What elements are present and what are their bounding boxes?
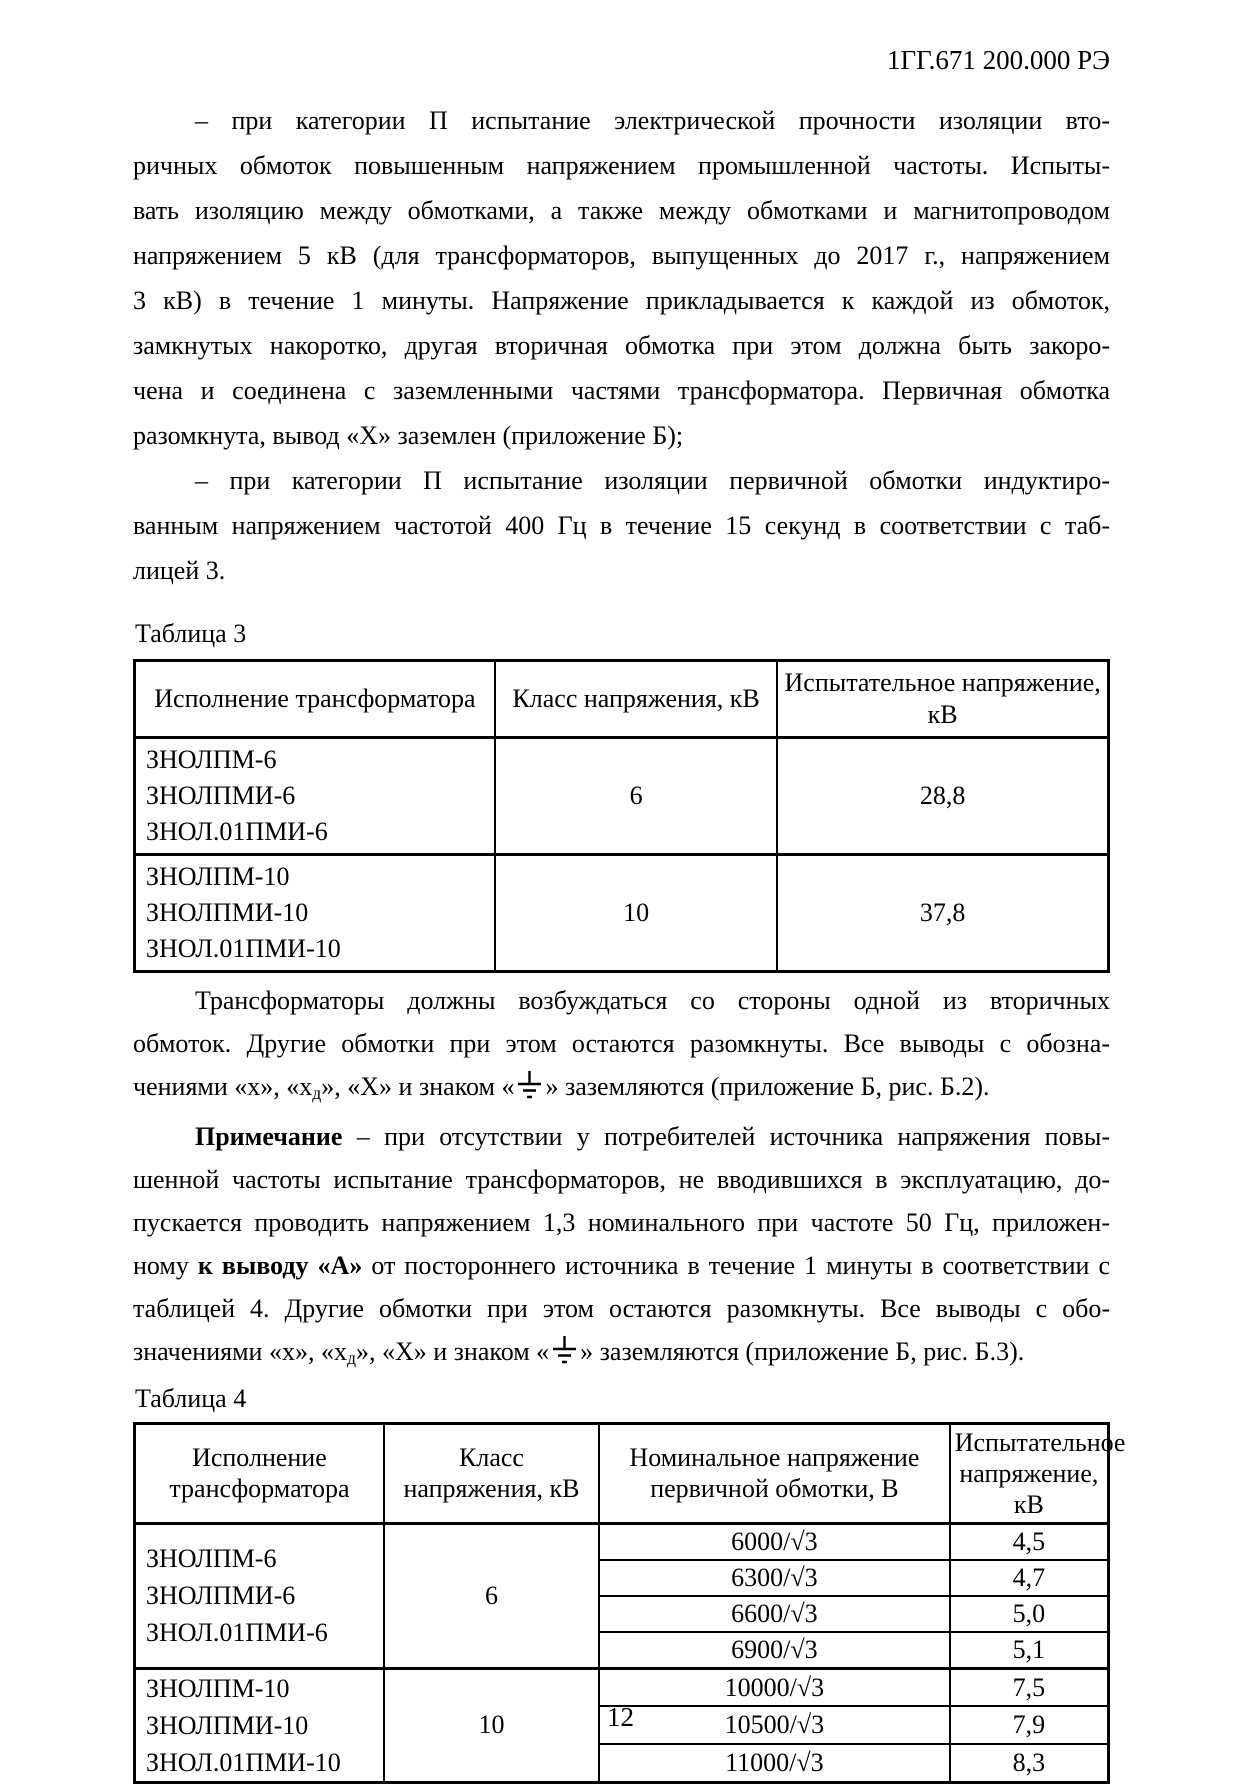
subscript-text: д [312, 1082, 322, 1103]
text-line [133, 143, 1110, 188]
text-run: замкнутых накоротко, другая вторичная обмотка при этом должна быть закоро- [133, 331, 1110, 360]
earth-ground-icon [516, 1069, 543, 1100]
test-voltage-cell: 5,1 [950, 1632, 1109, 1669]
test-voltage-cell: 7,5 [950, 1668, 1109, 1706]
nominal-primary-voltage-cell: 6900/√3 [599, 1632, 950, 1669]
voltage-class-cell: 10 [495, 855, 777, 972]
nominal-primary-voltage-cell: 6600/√3 [599, 1596, 950, 1632]
text-run: чена и соединена с заземленными частями трансформатора. Первичная обмотка [133, 376, 1110, 405]
text-line [133, 188, 1110, 233]
voltage-class-cell: 10 [384, 1668, 599, 1782]
nominal-primary-voltage-cell: 11000/√3 [599, 1744, 950, 1782]
text-run: », «Х» и знаком « [321, 1072, 515, 1101]
test-voltage-cell: 37,8 [777, 855, 1108, 972]
transformer-model: ЗНОЛПМ-6 [146, 745, 277, 774]
text-line [133, 278, 1110, 323]
text-run: от постороннего источника в течение 1 минуты в соответствии с [362, 1250, 1110, 1280]
text-line [133, 233, 1110, 278]
text-run: – при категории П испытание изоляции первичной обмотки индуктиро- [195, 466, 1110, 495]
nominal-primary-voltage-cell: 10500/√3 [599, 1706, 950, 1744]
body-text-block [133, 98, 1126, 1784]
text-run: шенной частоты испытание трансформаторов, не вводившихся в эксплуатацию, до- [133, 1164, 1110, 1194]
earth-ground-symbol [514, 1072, 545, 1101]
test-voltage-cell: 8,3 [950, 1744, 1109, 1782]
transformer-model: ЗНОЛ.01ПМИ-6 [146, 1618, 328, 1648]
table3-body [135, 661, 1109, 972]
text-line [133, 458, 1110, 503]
nominal-primary-voltage-cell: 10000/√3 [599, 1668, 950, 1706]
text-run: ному [133, 1250, 198, 1280]
text-run: таблицей 4. Другие обмотки при этом остаются разомкнуты. Все выводы с обо- [133, 1293, 1110, 1323]
table-row [135, 855, 1109, 972]
test-voltage-cell: 5,0 [950, 1596, 1109, 1632]
voltage-class-cell: 6 [384, 1523, 599, 1668]
transformer-model: ЗНОЛ.01ПМИ-6 [146, 817, 328, 846]
transformer-model: ЗНОЛ.01ПМИ-10 [146, 1747, 341, 1777]
transformer-model: ЗНОЛ.01ПМИ-10 [146, 934, 341, 963]
text-run: значениями «х», «х [133, 1336, 347, 1366]
text-line [133, 323, 1110, 368]
text-run: » заземляются (приложение Б, рис. Б.2). [545, 1072, 990, 1101]
text-run: ричных обмоток повышенным напряжением промышленной частоты. Испыты- [133, 151, 1110, 180]
subscript-text: д [346, 1347, 356, 1368]
voltage-class-cell: 6 [495, 738, 777, 855]
text-run: 3 кВ) в течение 1 минуты. Напряжение прикладывается к каждой из обмоток, [133, 286, 1110, 315]
text-run: напряжением 5 кВ (для трансформаторов, выпущенных до 2017 г., напряжением [133, 241, 1110, 270]
column-header: Класс напряжения, кВ [495, 661, 777, 738]
text-run: ванным напряжением частотой 400 Гц в течение 15 секунд в соответствии с таб- [133, 511, 1110, 540]
column-header: Класс напряжения, кВ [384, 1423, 599, 1523]
bold-text-run: Примечание [195, 1121, 343, 1151]
paragraph-primary-winding-induced-test [133, 458, 1110, 593]
column-header: Исполнение трансформатора [135, 1423, 384, 1523]
text-line [133, 368, 1110, 413]
table4-header-row [135, 1423, 1109, 1523]
transformer-models-cell [135, 738, 495, 855]
test-voltage-cell: 4,7 [950, 1560, 1109, 1596]
transformer-models-cell [135, 1523, 384, 1668]
table-row [135, 738, 1109, 855]
table3-caption: Таблица 3 [135, 619, 247, 648]
transformer-model: ЗНОЛПМИ-6 [146, 781, 296, 810]
text-line [133, 1115, 1110, 1158]
text-run: », «Х» и знаком « [355, 1336, 550, 1366]
earth-ground-icon [551, 1334, 578, 1365]
text-line [133, 548, 1110, 593]
text-line [133, 1065, 1110, 1115]
column-header: Исполнение трансформатора [135, 661, 495, 738]
text-line [133, 1287, 1110, 1330]
text-run: вать изоляцию между обмотками, а также между обмотками и магнитопроводом [133, 196, 1110, 225]
table3-test-voltage-induced [133, 659, 1110, 973]
column-header: Испытательное напряжение, кВ [950, 1423, 1109, 1523]
test-voltage-cell: 7,9 [950, 1706, 1109, 1744]
transformer-models-cell [135, 855, 495, 972]
text-run: чениями «х», «х [133, 1072, 313, 1101]
document-code-header: 1ГГ.671 200.000 РЭ [886, 45, 1110, 75]
text-line [133, 98, 1110, 143]
text-run: лицей 3. [133, 556, 226, 585]
column-header: Испытательное напряжение, кВ [777, 661, 1108, 738]
test-voltage-cell: 4,5 [950, 1523, 1109, 1560]
page-number: 12 [607, 1702, 634, 1732]
text-line [133, 1022, 1110, 1065]
paragraph-excitation-requirements [133, 979, 1110, 1115]
text-line [133, 413, 1110, 458]
transformer-model: ЗНОЛПМ-10 [146, 862, 290, 891]
page-content [133, 0, 1126, 1784]
text-run: обмоток. Другие обмотки при этом остаются разомкнуты. Все выводы с обозна- [133, 1029, 1110, 1058]
paragraph-note [133, 1115, 1110, 1380]
text-run: » заземляются (приложение Б, рис. Б.3). [580, 1336, 1025, 1366]
text-run: – при категории П испытание электрической прочности изоляции вто- [195, 106, 1110, 135]
column-header: Номинальное напряжение первичной обмотки, В [599, 1423, 950, 1523]
table-row [135, 1523, 1109, 1560]
transformer-model: ЗНОЛПМ-10 [146, 1673, 290, 1703]
text-line [133, 1201, 1110, 1244]
text-line [133, 1244, 1110, 1287]
text-line [133, 1330, 1110, 1380]
text-line [133, 979, 1110, 1022]
nominal-primary-voltage-cell: 6300/√3 [599, 1560, 950, 1596]
earth-ground-symbol [549, 1337, 580, 1366]
text-line [133, 503, 1110, 548]
text-run: – при отсутствии у потребителей источника напряжения повы- [342, 1121, 1110, 1151]
bold-text-run: к выводу «А» [197, 1250, 363, 1280]
text-line [133, 1158, 1110, 1201]
text-run: разомкнута, вывод «Х» заземлен (приложение Б); [133, 421, 684, 450]
text-run: Трансформаторы должны возбуждаться со стороны одной из вторичных [195, 986, 1110, 1015]
text-run: пускается проводить напряжением 1,3 номинального при частоте 50 Гц, приложен- [133, 1207, 1110, 1237]
transformer-model: ЗНОЛПМИ-6 [146, 1581, 296, 1611]
nominal-primary-voltage-cell: 6000/√3 [599, 1523, 950, 1560]
transformer-model: ЗНОЛПМ-6 [146, 1544, 277, 1574]
table3-header-row [135, 661, 1109, 738]
test-voltage-cell: 28,8 [777, 738, 1108, 855]
paragraph-secondary-winding-strength-test [133, 98, 1110, 458]
transformer-model: ЗНОЛПМИ-10 [146, 1710, 309, 1740]
table4-caption: Таблица 4 [135, 1383, 247, 1413]
transformer-model: ЗНОЛПМИ-10 [146, 898, 309, 927]
